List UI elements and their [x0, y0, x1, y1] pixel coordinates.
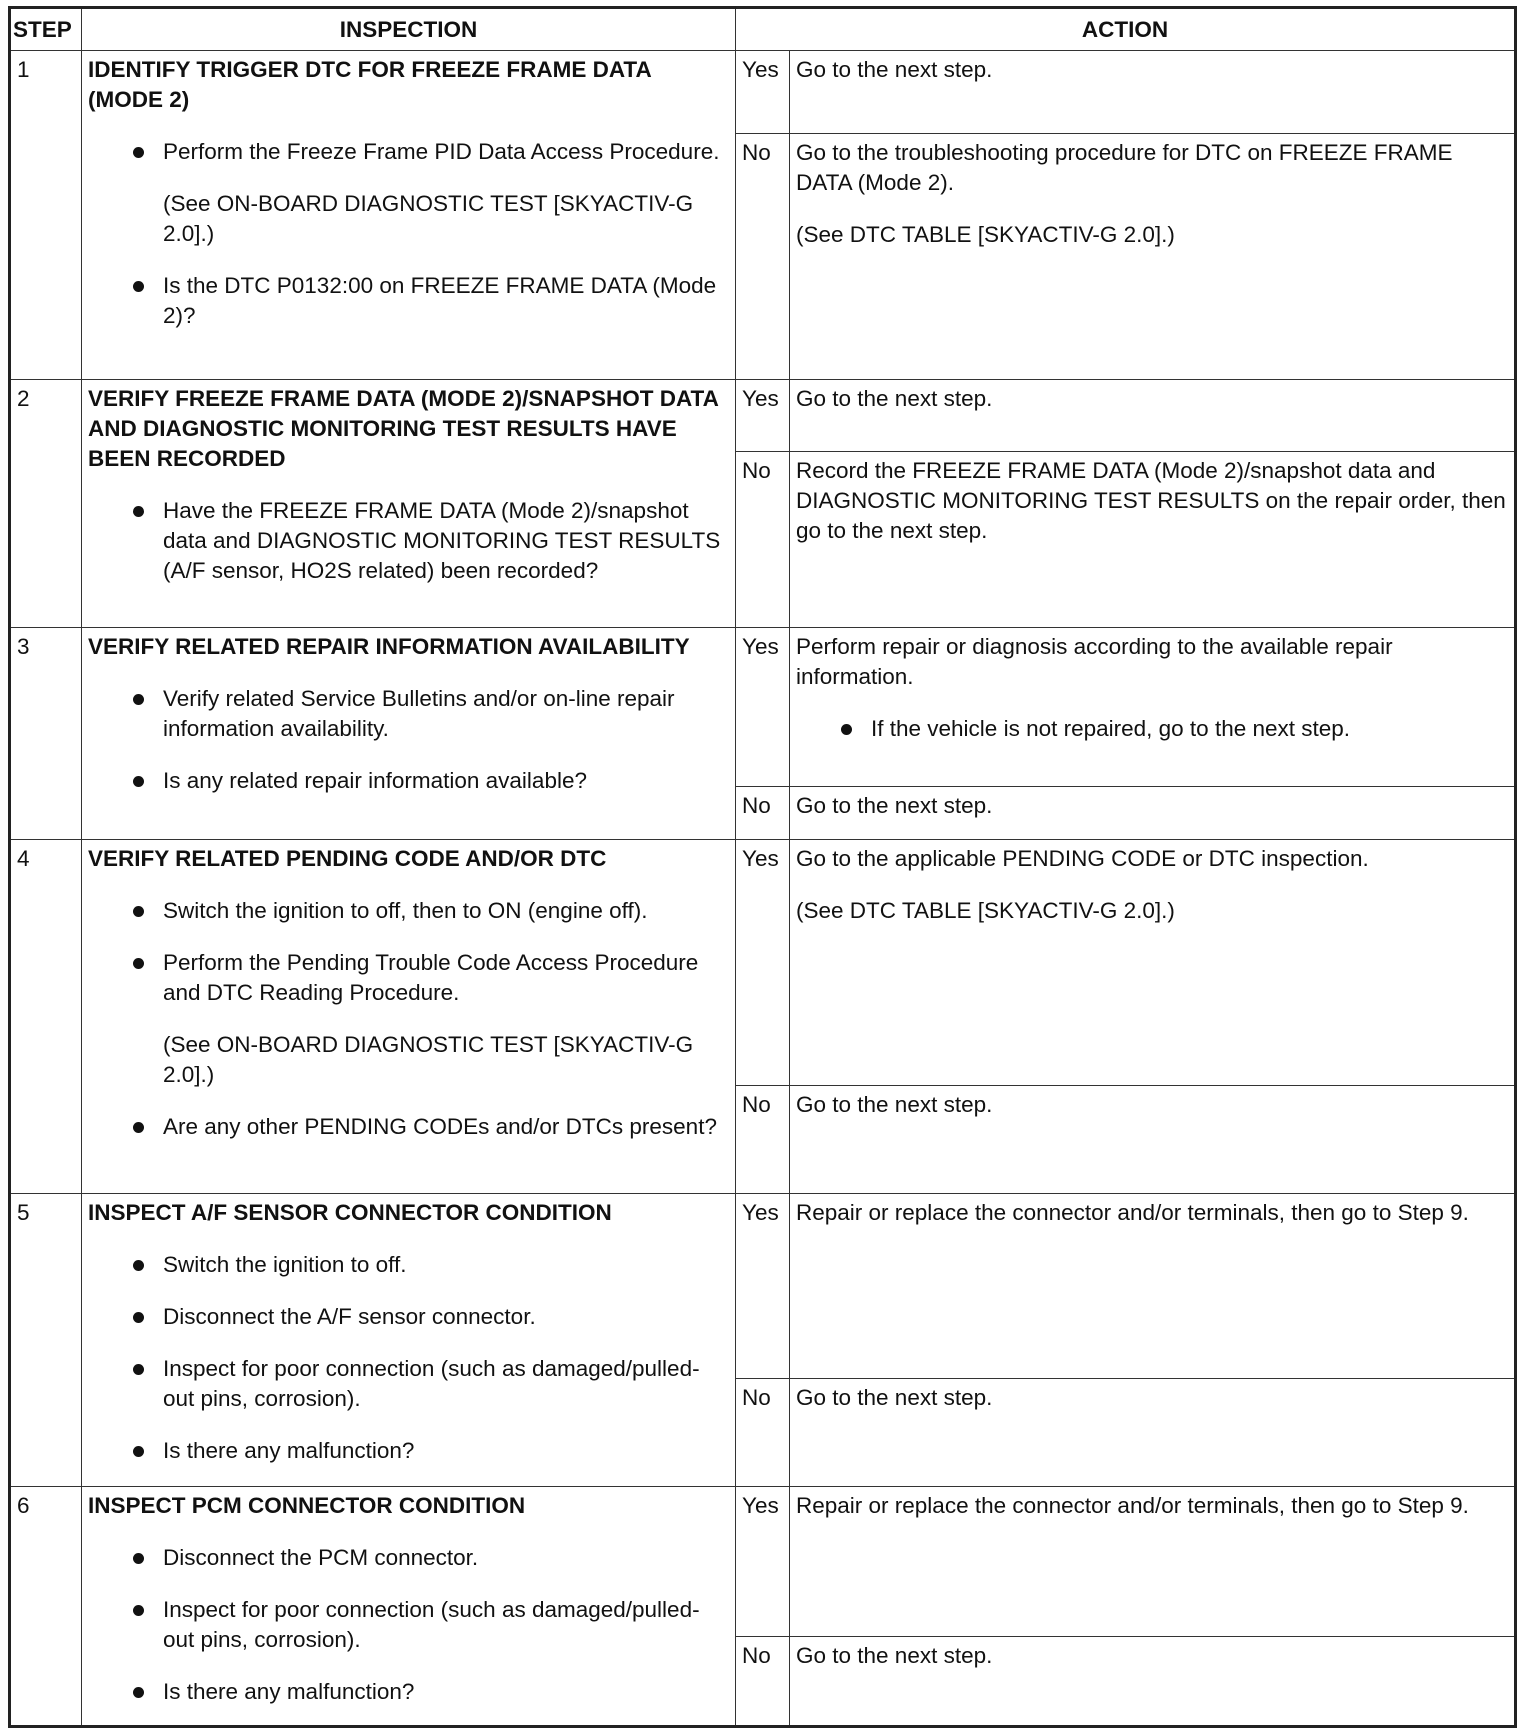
no-label: No — [736, 134, 790, 380]
action-text: Go to the next step. — [796, 1643, 993, 1668]
no-label: No — [736, 452, 790, 628]
step-5-yes-row — [10, 1194, 1516, 1379]
no-label: No — [736, 1379, 790, 1487]
step-4-inspection — [82, 840, 736, 1194]
yes-action — [790, 1194, 1516, 1379]
step-6-yes-row — [10, 1487, 1516, 1637]
inspection-bullet: Inspect for poor connection (such as damaged/pulled-out pins, corrosion). — [88, 1354, 729, 1414]
inspection-bullet: Is there any malfunction? — [88, 1677, 729, 1707]
no-action — [790, 452, 1516, 628]
inspection-bullet: Is the DTC P0132:00 on FREEZE FRAME DATA (Mode 2)? — [88, 271, 729, 331]
inspection-bullet: Inspect for poor connection (such as damaged/pulled-out pins, corrosion). — [88, 1595, 729, 1655]
step-5-inspection — [82, 1194, 736, 1487]
no-action — [790, 1637, 1516, 1727]
inspection-bullet: Is any related repair information available? — [88, 766, 729, 796]
inspection-title: INSPECT A/F SENSOR CONNECTOR CONDITION — [88, 1200, 612, 1225]
action-text: Go to the next step. — [796, 1092, 993, 1117]
no-label: No — [736, 1086, 790, 1194]
action-text: Record the FREEZE FRAME DATA (Mode 2)/snapshot data and DIAGNOSTIC MONITORING TEST RESULTS on the repair order, then go to the next step. — [796, 458, 1506, 543]
header-step: STEP — [10, 8, 82, 51]
no-label: No — [736, 1637, 790, 1727]
step-number: 5 — [10, 1194, 82, 1487]
yes-label: Yes — [736, 1487, 790, 1637]
no-action — [790, 1086, 1516, 1194]
yes-action — [790, 628, 1516, 787]
no-label: No — [736, 787, 790, 840]
inspection-title: IDENTIFY TRIGGER DTC FOR FREEZE FRAME DATA (MODE 2) — [88, 57, 651, 112]
action-text: Repair or replace the connector and/or terminals, then go to Step 9. — [796, 1200, 1469, 1225]
yes-action — [790, 840, 1516, 1086]
inspection-bullet: Verify related Service Bulletins and/or on-line repair information availability. — [88, 684, 729, 744]
inspection-title: INSPECT PCM CONNECTOR CONDITION — [88, 1493, 526, 1518]
inspection-bullet: Are any other PENDING CODEs and/or DTCs present? — [88, 1112, 729, 1142]
action-text: Repair or replace the connector and/or terminals, then go to Step 9. — [796, 1493, 1469, 1518]
no-action — [790, 1379, 1516, 1487]
inspection-bullet: Perform the Freeze Frame PID Data Access Procedure. — [88, 137, 729, 167]
header-inspection: INSPECTION — [82, 8, 736, 51]
header-action: ACTION — [736, 8, 1516, 51]
step-number: 3 — [10, 628, 82, 840]
inspection-bullet: Switch the ignition to off, then to ON (engine off). — [88, 896, 729, 926]
no-action — [790, 787, 1516, 840]
yes-action — [790, 380, 1516, 452]
step-number: 6 — [10, 1487, 82, 1727]
step-3-yes-row — [10, 628, 1516, 787]
inspection-bullet: Have the FREEZE FRAME DATA (Mode 2)/snapshot data and DIAGNOSTIC MONITORING TEST RESULTS (A/F sensor, HO2S related) been recorded? — [88, 496, 729, 586]
step-6-inspection — [82, 1487, 736, 1727]
action-text: Go to the next step. — [796, 793, 993, 818]
yes-action — [790, 1487, 1516, 1637]
step-number: 1 — [10, 51, 82, 380]
inspection-bullet: Disconnect the A/F sensor connector. — [88, 1302, 729, 1332]
step-number: 4 — [10, 840, 82, 1194]
action-bullet: If the vehicle is not repaired, go to the next step. — [796, 714, 1508, 744]
action-text: Perform repair or diagnosis according to the available repair information. — [796, 634, 1393, 689]
inspection-title: VERIFY RELATED PENDING CODE AND/OR DTC — [88, 846, 607, 871]
step-number: 2 — [10, 380, 82, 628]
inspection-reference: (See ON-BOARD DIAGNOSTIC TEST [SKYACTIV-G 2.0].) — [163, 191, 694, 246]
action-text: Go to the troubleshooting procedure for DTC on FREEZE FRAME DATA (Mode 2). — [796, 140, 1453, 195]
inspection-bullet: Switch the ignition to off. — [88, 1250, 729, 1280]
inspection-reference: (See ON-BOARD DIAGNOSTIC TEST [SKYACTIV-G 2.0].) — [163, 1032, 694, 1087]
inspection-bullet: Is there any malfunction? — [88, 1436, 729, 1466]
yes-label: Yes — [736, 628, 790, 787]
no-action — [790, 134, 1516, 380]
action-text: Go to the next step. — [796, 1385, 993, 1410]
yes-label: Yes — [736, 380, 790, 452]
action-text: Go to the next step. — [796, 386, 993, 411]
yes-label: Yes — [736, 840, 790, 1086]
inspection-title: VERIFY RELATED REPAIR INFORMATION AVAILABILITY — [88, 634, 690, 659]
step-1-yes-row — [10, 51, 1516, 134]
step-2-yes-row — [10, 380, 1516, 452]
yes-action — [790, 51, 1516, 134]
diagnostic-procedure-table — [8, 6, 1517, 1728]
action-reference: (See DTC TABLE [SKYACTIV-G 2.0].) — [796, 898, 1175, 923]
step-4-yes-row — [10, 840, 1516, 1086]
action-text: Go to the next step. — [796, 57, 993, 82]
inspection-bullet: Perform the Pending Trouble Code Access Procedure and DTC Reading Procedure. — [88, 948, 729, 1008]
step-3-inspection — [82, 628, 736, 840]
inspection-bullet: Disconnect the PCM connector. — [88, 1543, 729, 1573]
header-row — [10, 8, 1516, 51]
action-text: Go to the applicable PENDING CODE or DTC inspection. — [796, 846, 1369, 871]
yes-label: Yes — [736, 51, 790, 134]
step-2-inspection — [82, 380, 736, 628]
step-1-inspection — [82, 51, 736, 380]
action-reference: (See DTC TABLE [SKYACTIV-G 2.0].) — [796, 222, 1175, 247]
inspection-title: VERIFY FREEZE FRAME DATA (MODE 2)/SNAPSHOT DATA AND DIAGNOSTIC MONITORING TEST RESULTS HAVE BEEN RECORDED — [88, 386, 719, 471]
yes-label: Yes — [736, 1194, 790, 1379]
